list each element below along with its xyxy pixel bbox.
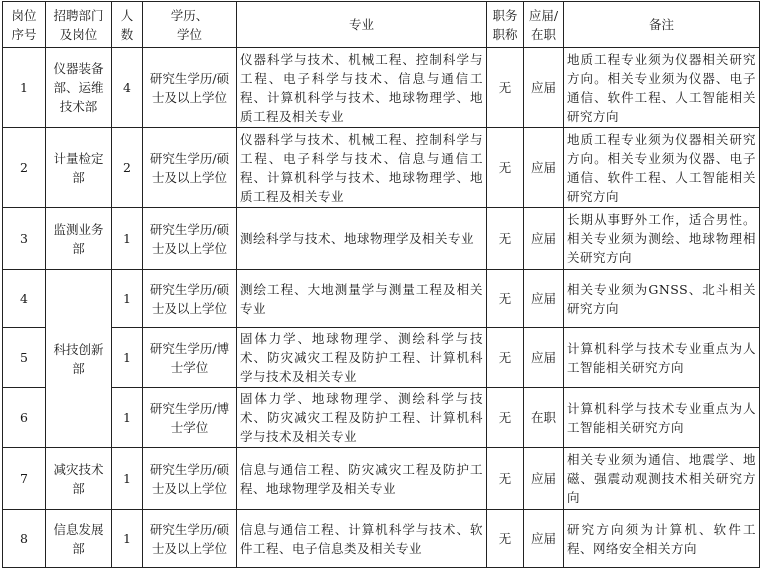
job-title: 无 [487,48,524,128]
headcount: 1 [112,328,143,388]
major: 固体力学、地球物理学、测绘科学与技术、防灾减灾工程及防护工程、计算机科学与技术及相关专业 [237,388,487,448]
table-row [3,510,760,568]
degree: 研究生学历/硕士及以上学位 [143,48,237,128]
header-dept: 招聘部门 及岗位 [46,2,112,48]
degree: 研究生学历/硕士及以上学位 [143,270,237,328]
job-title: 无 [487,388,524,448]
headcount: 1 [112,270,143,328]
header-title: 职务 职称 [487,2,524,48]
headcount: 1 [112,510,143,568]
remark: 地质工程专业须为仪器相关研究方向。相关专业须为仪器、电子通信、软件工程、人工智能相关研究方向 [564,48,760,128]
header-row [3,2,760,48]
post-no: 6 [3,388,46,448]
table-row [3,448,760,510]
headcount: 1 [112,448,143,510]
headcount: 4 [112,48,143,128]
job-title: 无 [487,270,524,328]
header-post-no: 岗位 序号 [3,2,46,48]
department: 仪器装备部、运维技术部 [46,48,112,128]
status: 应届 [524,328,564,388]
status: 应届 [524,270,564,328]
major: 信息与通信工程、计算机科学与技术、软件工程、电子信息类及相关专业 [237,510,487,568]
department: 监测业务部 [46,208,112,270]
remark: 相关专业须为通信、地震学、地磁、强震动观测技术相关研究方向 [564,448,760,510]
degree: 研究生学历/硕士及以上学位 [143,448,237,510]
major: 测绘科学与技术、地球物理学及相关专业 [237,208,487,270]
remark: 长期从事野外工作，适合男性。相关专业须为测绘、地球物理相关研究方向 [564,208,760,270]
table-row [3,328,760,388]
major: 仪器科学与技术、机械工程、控制科学与工程、电子科学与技术、信息与通信工程、计算机科学与技术、地球物理学、地质工程及相关专业 [237,48,487,128]
department: 信息发展部 [46,510,112,568]
status: 应届 [524,448,564,510]
remark: 相关专业须为GNSS、北斗相关研究方向 [564,270,760,328]
major: 测绘工程、大地测量学与测量工程及相关专业 [237,270,487,328]
degree: 研究生学历/硕士及以上学位 [143,128,237,208]
major: 固体力学、地球物理学、测绘科学与技术、防灾减灾工程及防护工程、计算机科学与技术及相关专业 [237,328,487,388]
job-title: 无 [487,328,524,388]
job-title: 无 [487,448,524,510]
job-title: 无 [487,510,524,568]
remark: 计算机科学与技术专业重点为人工智能相关研究方向 [564,328,760,388]
recruitment-table [2,1,760,568]
remark: 地质工程专业须为仪器相关研究方向。相关专业须为仪器、电子通信、软件工程、人工智能相关研究方向 [564,128,760,208]
department: 科技创新部 [46,270,112,448]
header-status: 应届/ 在职 [524,2,564,48]
major: 信息与通信工程、防灾减灾工程及防护工程、地球物理学及相关专业 [237,448,487,510]
post-no: 7 [3,448,46,510]
status: 应届 [524,208,564,270]
status: 应届 [524,48,564,128]
status: 应届 [524,510,564,568]
post-no: 2 [3,128,46,208]
header-count: 人数 [112,2,143,48]
post-no: 3 [3,208,46,270]
status: 在职 [524,388,564,448]
headcount: 2 [112,128,143,208]
header-major: 专业 [237,2,487,48]
table-row [3,48,760,128]
post-no: 4 [3,270,46,328]
headcount: 1 [112,208,143,270]
post-no: 8 [3,510,46,568]
job-title: 无 [487,128,524,208]
degree: 研究生学历/博士学位 [143,328,237,388]
header-degree: 学历、 学位 [143,2,237,48]
header-remark: 备注 [564,2,760,48]
post-no: 1 [3,48,46,128]
department: 减灾技术部 [46,448,112,510]
major: 仪器科学与技术、机械工程、控制科学与工程、电子科学与技术、信息与通信工程、计算机科学与技术、地球物理学、地质工程及相关专业 [237,128,487,208]
degree: 研究生学历/博士学位 [143,388,237,448]
table-row [3,270,760,328]
headcount: 1 [112,388,143,448]
table-row [3,388,760,448]
status: 应届 [524,128,564,208]
department: 计量检定部 [46,128,112,208]
remark: 研究方向须为计算机、软件工程、网络安全相关方向 [564,510,760,568]
job-title: 无 [487,208,524,270]
degree: 研究生学历/硕士及以上学位 [143,208,237,270]
table-row [3,208,760,270]
post-no: 5 [3,328,46,388]
degree: 研究生学历/硕士及以上学位 [143,510,237,568]
table-row [3,128,760,208]
remark: 计算机科学与技术专业重点为人工智能相关研究方向 [564,388,760,448]
